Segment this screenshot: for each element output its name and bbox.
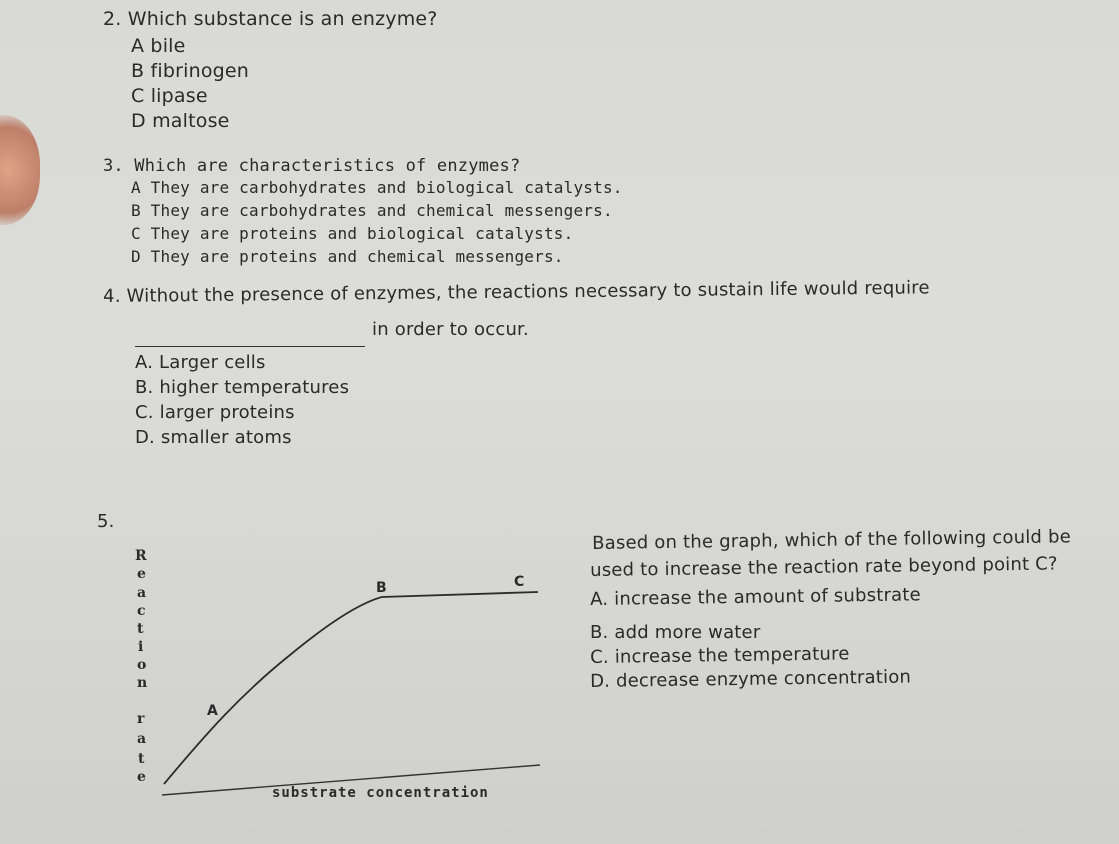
y-label-letter-8: n	[137, 675, 148, 691]
q3-option-b[interactable]: B They are carbohydrates and chemical messengers.	[131, 201, 613, 220]
q2-question: 2. Which substance is an enzyme?	[103, 8, 438, 30]
q4-question-cont: in order to occur.	[372, 319, 529, 340]
q5-option-b[interactable]: B. add more water	[590, 622, 761, 643]
y-label-letter-11: t	[138, 751, 145, 767]
q3-option-a[interactable]: A They are carbohydrates and biological catalysts.	[131, 178, 623, 197]
q5-number: 5.	[97, 511, 115, 532]
y-label-letter-12: e	[137, 769, 146, 785]
x-axis-label: substrate concentration	[272, 785, 489, 801]
q5-option-c[interactable]: C. increase the temperature	[590, 643, 850, 668]
q3-option-c[interactable]: C They are proteins and biological catalysts.	[131, 224, 574, 243]
q5-question-line1: Based on the graph, which of the following could be	[592, 526, 1072, 554]
q4-option-d[interactable]: D. smaller atoms	[135, 427, 292, 448]
q2-option-a[interactable]: A bile	[131, 35, 186, 57]
point-b-label: B	[376, 580, 387, 596]
y-label-letter-1: R	[135, 548, 147, 564]
q4-question: 4. Without the presence of enzymes, the reactions necessary to sustain life would require	[103, 277, 930, 307]
q5-option-a[interactable]: A. increase the amount of substrate	[590, 584, 922, 610]
point-a-label: A	[207, 703, 218, 719]
q4-option-a[interactable]: A. Larger cells	[135, 352, 266, 373]
y-label-letter-4: c	[137, 603, 146, 619]
point-c-label: C	[514, 574, 525, 590]
q4-option-b[interactable]: B. higher temperatures	[135, 377, 350, 398]
y-label-letter-7: o	[137, 657, 147, 673]
y-label-letter-5: t	[137, 621, 144, 637]
y-label-letter-3: a	[137, 585, 147, 601]
q4-option-c[interactable]: C. larger proteins	[135, 402, 295, 423]
y-label-letter-6: i	[138, 639, 144, 655]
q3-option-d[interactable]: D They are proteins and chemical messengers.	[131, 247, 564, 266]
reaction-rate-curve	[164, 592, 538, 784]
y-label-letter-2: e	[137, 566, 146, 582]
q2-option-b[interactable]: B fibrinogen	[131, 60, 250, 82]
q3-question: 3. Which are characteristics of enzymes?	[103, 156, 521, 176]
q2-option-d[interactable]: D maltose	[131, 110, 230, 132]
q2-option-c[interactable]: C lipase	[131, 85, 208, 107]
q5-option-d[interactable]: D. decrease enzyme concentration	[590, 666, 912, 692]
y-label-letter-9: r	[137, 711, 145, 727]
y-label-letter-10: a	[137, 731, 147, 747]
q5-question-line2: used to increase the reaction rate beyond point C?	[590, 553, 1058, 581]
